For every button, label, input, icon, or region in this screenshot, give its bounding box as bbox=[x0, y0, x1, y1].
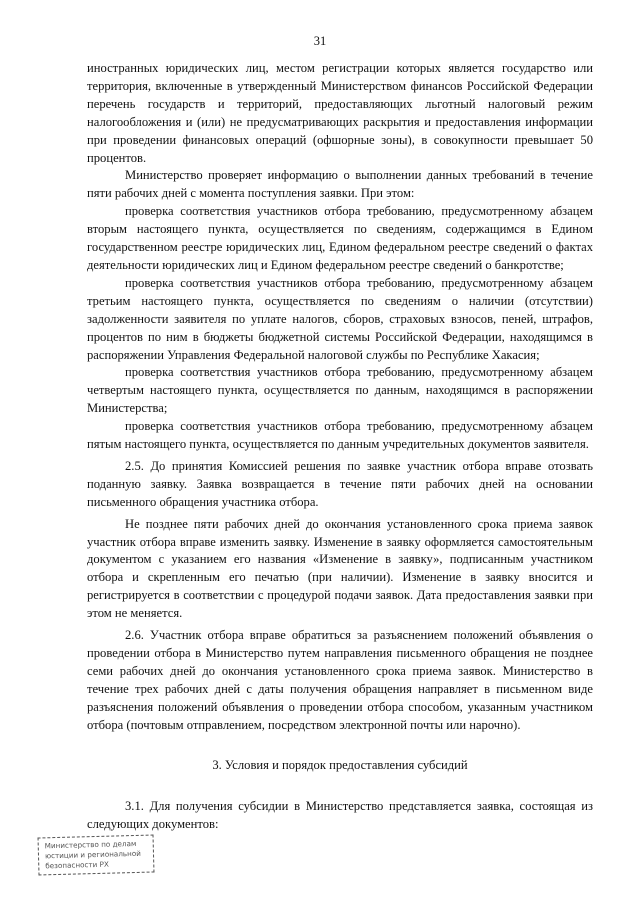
paragraph-check-third: проверка соответствия участников отбора требованию, предусмотренному абзацем третьим настоящего пункта, осуществляется по сведениям о наличии (отсутствии) задолженности заявителя по уплате налогов, сборов, страховых взносов, пеней, штрафов, процентов по ним в бюджеты бюджетной системы Российской Федерации, находящимся в распоряжении Управления Федеральной налоговой службы по Республике Хакасия; bbox=[87, 275, 593, 362]
paragraph-check-fifth: проверка соответствия участников отбора требованию, предусмотренному абзацем пятым настоящего пункта, осуществляется по данным учредительных документов заявителя. bbox=[87, 419, 593, 452]
paragraph-3-1: 3.1. Для получения субсидии в Министерство представляется заявка, состоящая из следующих документов: bbox=[87, 799, 593, 832]
page-number: 31 bbox=[313, 34, 327, 48]
paragraph-check-fourth: проверка соответствия участников отбора требованию, предусмотренному абзацем четвертым настоящего пункта, осуществляется по данным, находящимся в распоряжении Министерства; bbox=[87, 365, 593, 416]
paragraph-check-second: проверка соответствия участников отбора требованию, предусмотренному абзацем вторым настоящего пункта, осуществляется по сведениям, содержащимся в Едином государственном реестре юридических лиц, Едином федеральном реестре сведений о фактах деятельности юридических лиц и Едином федеральном реестре сведений о банкротстве; bbox=[87, 204, 593, 272]
document-body bbox=[87, 60, 593, 834]
stamp-line-2: юстиции и региональной bbox=[44, 848, 141, 861]
paragraph-offshore: иностранных юридических лиц, местом регистрации которых является государство или территория, включенные в утвержденный Министерством финансов Российской Федерации перечень государств и территорий, предоставляющих льготный налоговый режим налогообложения и (или) не предусматривающих раскрытия и предоставления информации при проведении финансовых операций (офшорные зоны), в совокупности превышает 50 процентов. bbox=[87, 61, 593, 165]
paragraph-2-5: 2.5. До принятия Комиссией решения по заявке участник отбора вправе отозвать поданную заявку. Заявка возвращается в течение пяти рабочих дней на основании письменного обращения участника отбора. bbox=[87, 458, 593, 509]
stamp-line-1: Министерство по делам bbox=[44, 838, 137, 851]
paragraph-change-application: Не позднее пяти рабочих дней до окончания установленного срока приема заявок участник отбора вправе изменить заявку. Изменение в заявку оформляется самостоятельным документом с указанием его названия «Изменение в заявку», подписанным участником отбора и скрепленным его печатью (при наличии). Изменение в заявку вносится и регистрируется в соответствии с процедурой подачи заявок. Дата предоставления заявки при этом не меняется. bbox=[87, 516, 593, 621]
paragraph-2-6: 2.6. Участник отбора вправе обратиться за разъяснением положений объявления о проведении отбора в Министерство путем направления письменного обращения не позднее семи рабочих дней до окончания установленного срока приема заявок. Министерство в течение трех рабочих дней с даты получения обращения направляет в письменном виде разъяснения положений объявления о проведении отбора способом, указанным участником отбора (почтовым отправлением, посредством электронной почты или нарочно). bbox=[87, 628, 593, 732]
registration-stamp bbox=[38, 834, 155, 875]
stamp-line-3: безопасности РХ bbox=[45, 859, 109, 871]
paragraph-ministry-check: Министерство проверяет информацию о выполнении данных требований в течение пяти рабочих дней с момента поступления заявки. При этом: bbox=[87, 168, 593, 201]
section-heading: 3. Условия и порядок предоставления субсидий bbox=[212, 757, 468, 772]
